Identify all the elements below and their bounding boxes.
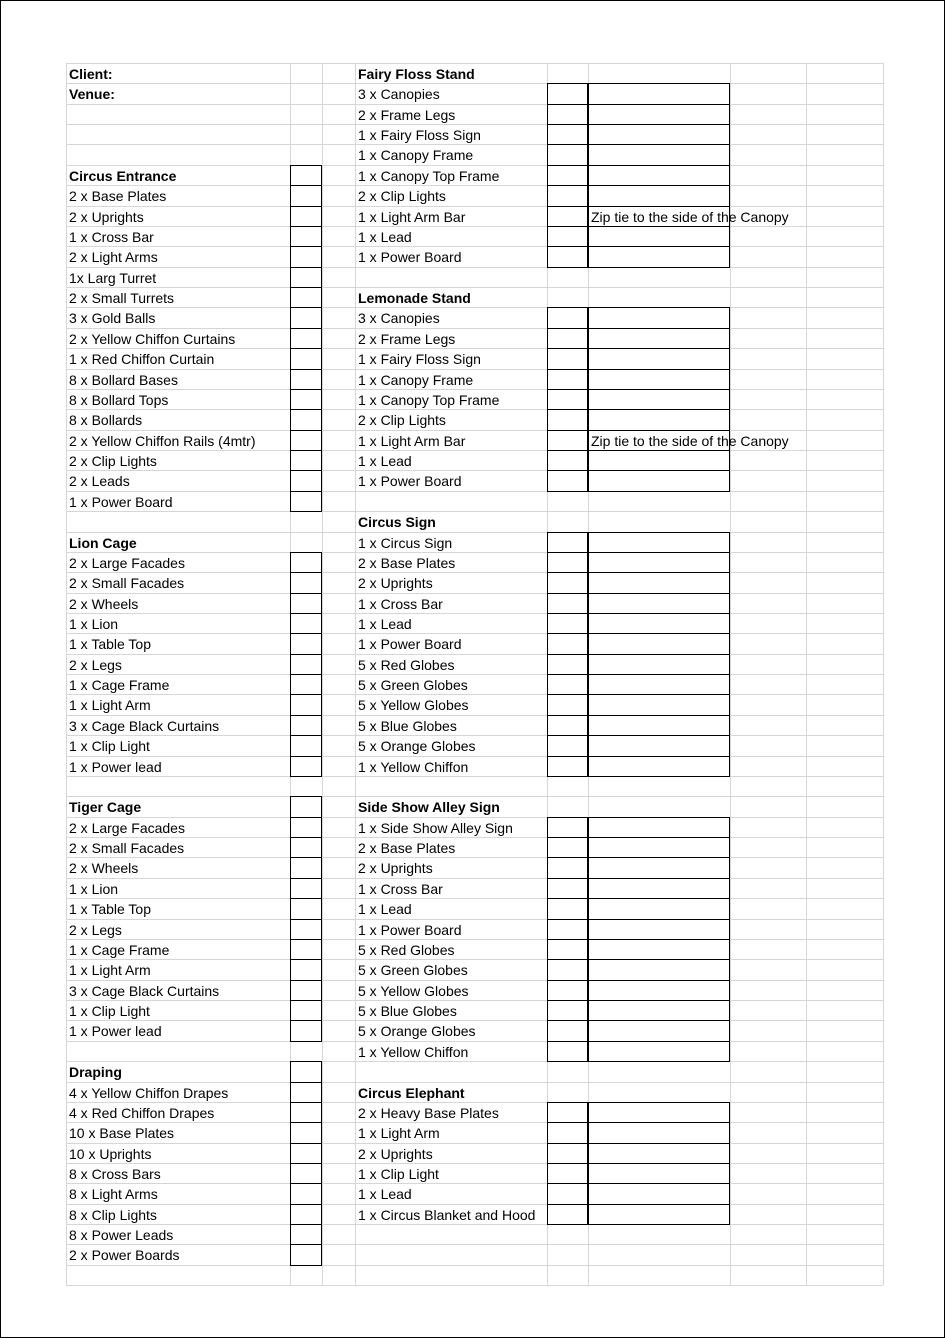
checkbox[interactable] — [547, 1183, 588, 1205]
notes-field[interactable] — [588, 919, 730, 940]
checkbox[interactable] — [547, 1020, 588, 1042]
checklist-item: 1 x Cage Frame — [69, 942, 170, 958]
checklist-item: 3 x Canopies — [358, 310, 440, 326]
checklist-item: 2 x Large Facades — [69, 820, 185, 836]
checkbox[interactable] — [547, 980, 588, 1001]
checklist-item: 1 x Red Chiffon Curtain — [69, 351, 215, 367]
checkbox[interactable] — [547, 144, 588, 166]
section-title: Circus Elephant — [358, 1085, 465, 1101]
notes-field[interactable] — [588, 144, 730, 166]
checkbox[interactable] — [290, 470, 322, 492]
checkbox[interactable] — [290, 1000, 322, 1021]
checkbox[interactable] — [290, 633, 322, 655]
checklist-item: 1 x Light Arm — [358, 1125, 440, 1141]
checklist-item: 4 x Red Chiffon Drapes — [69, 1105, 215, 1121]
checkbox[interactable] — [290, 369, 322, 390]
grid-line — [66, 756, 883, 757]
notes-field[interactable] — [588, 389, 730, 410]
checklist-item: 1 x Power Board — [358, 922, 462, 938]
checkbox[interactable] — [547, 409, 588, 431]
checkbox[interactable] — [547, 206, 588, 227]
grid-line — [66, 572, 883, 573]
checkbox[interactable] — [290, 1204, 322, 1225]
checkbox[interactable] — [547, 959, 588, 981]
venue-label: Venue: — [69, 86, 115, 102]
checkbox[interactable] — [547, 572, 588, 594]
checkbox[interactable] — [290, 328, 322, 349]
checklist-item: 2 x Heavy Base Plates — [358, 1105, 499, 1121]
checklist-item: 3 x Gold Balls — [69, 310, 156, 326]
grid-line — [66, 694, 883, 695]
checklist-item: 5 x Orange Globes — [358, 738, 476, 754]
notes-field[interactable] — [588, 307, 730, 329]
checklist-item: 1 x Cross Bar — [358, 596, 443, 612]
notes-field[interactable] — [588, 633, 730, 655]
notes-field[interactable] — [588, 1041, 730, 1062]
checkbox[interactable] — [290, 939, 322, 960]
checkbox[interactable] — [290, 817, 322, 838]
section-title: Tiger Cage — [69, 799, 142, 815]
checklist-item: 1x Larg Turret — [69, 270, 157, 286]
notes-field[interactable] — [588, 1020, 730, 1042]
checkbox[interactable] — [290, 1122, 322, 1144]
checkbox[interactable] — [290, 919, 322, 940]
section-title: Circus Entrance — [69, 168, 177, 184]
checklist-item: 5 x Green Globes — [358, 962, 468, 978]
checkbox[interactable] — [547, 1000, 588, 1021]
checklist-item: 1 x Canopy Frame — [358, 372, 474, 388]
checkbox[interactable] — [290, 348, 322, 370]
checkbox[interactable] — [290, 267, 322, 288]
checkbox[interactable] — [547, 1102, 588, 1123]
checkbox[interactable] — [547, 185, 588, 207]
checklist-item: 2 x Small Facades — [69, 840, 185, 856]
checkbox[interactable] — [290, 246, 322, 268]
section-title: Circus Sign — [358, 514, 436, 530]
checklist-item: 8 x Light Arms — [69, 1186, 158, 1202]
checklist-sheet — [66, 63, 883, 1285]
checklist-item: 2 x Small Turrets — [69, 290, 175, 306]
grid-line — [66, 613, 883, 614]
checkbox[interactable] — [547, 104, 588, 125]
notes-field[interactable] — [588, 1183, 730, 1205]
checklist-item: 2 x Clip Lights — [358, 412, 446, 428]
checkbox[interactable] — [290, 1082, 322, 1103]
checkbox[interactable] — [290, 1143, 322, 1164]
checklist-item: 1 x Lead — [358, 229, 412, 245]
grid-line — [66, 959, 883, 960]
checkbox[interactable] — [547, 654, 588, 675]
notes-field[interactable] — [588, 450, 730, 471]
notes-field[interactable] — [588, 185, 730, 207]
checkbox[interactable] — [290, 756, 322, 777]
checklist-item: 1 x Power Board — [358, 636, 462, 652]
checklist-item: 3 x Cage Black Curtains — [69, 983, 220, 999]
checklist-item: 2 x Base Plates — [358, 840, 456, 856]
checkbox[interactable] — [547, 674, 588, 695]
checklist-item: 2 x Uprights — [69, 209, 144, 225]
checkbox[interactable] — [290, 307, 322, 329]
notes-field[interactable] — [588, 613, 730, 634]
checkbox[interactable] — [290, 572, 322, 594]
checklist-item: 1 x Lead — [358, 453, 412, 469]
checkbox[interactable] — [290, 980, 322, 1001]
checklist-item: 10 x Uprights — [69, 1146, 152, 1162]
checklist-item: 1 x Yellow Chiffon — [358, 1044, 469, 1060]
checklist-item: 5 x Orange Globes — [358, 1023, 476, 1039]
checkbox[interactable] — [547, 348, 588, 370]
checkbox[interactable] — [547, 552, 588, 573]
checkbox[interactable] — [547, 83, 588, 105]
checkbox[interactable] — [290, 837, 322, 858]
notes-field[interactable] — [588, 369, 730, 390]
checkbox[interactable] — [547, 613, 588, 634]
checkbox[interactable] — [547, 857, 588, 879]
checkbox[interactable] — [290, 206, 322, 227]
checkbox[interactable] — [547, 1204, 588, 1225]
checkbox[interactable] — [290, 185, 322, 207]
grid-line — [66, 1265, 883, 1266]
checklist-item: 1 x Canopy Top Frame — [358, 392, 500, 408]
grid-line — [66, 939, 883, 940]
checkbox[interactable] — [290, 898, 322, 920]
checkbox[interactable] — [547, 1041, 588, 1062]
notes-field[interactable] — [588, 939, 730, 960]
checklist-item: 2 x Clip Lights — [358, 188, 446, 204]
checklist-item: 5 x Yellow Globes — [358, 697, 469, 713]
checklist-item: 2 x Uprights — [358, 1146, 433, 1162]
grid-line — [66, 104, 883, 105]
checklist-item: 2 x Base Plates — [69, 188, 167, 204]
notes-field[interactable] — [588, 735, 730, 757]
checklist-item: 1 x Cross Bar — [69, 229, 154, 245]
checklist-item: 2 x Yellow Chiffon Curtains — [69, 331, 236, 347]
checklist-item: 2 x Wheels — [69, 596, 139, 612]
checkbox[interactable] — [290, 1020, 322, 1042]
checklist-item: 8 x Clip Lights — [69, 1207, 157, 1223]
grid-line — [66, 776, 883, 777]
checkbox[interactable] — [290, 409, 322, 431]
checkbox[interactable] — [547, 328, 588, 349]
checklist-item: 4 x Yellow Chiffon Drapes — [69, 1085, 229, 1101]
checklist-item: 2 x Large Facades — [69, 555, 185, 571]
grid-line — [66, 1183, 883, 1184]
grid-line — [66, 1041, 883, 1042]
notes-field[interactable] — [588, 674, 730, 695]
checklist-item: 1 x Table Top — [69, 901, 151, 917]
client-label: Client: — [69, 66, 113, 82]
checkbox[interactable] — [547, 898, 588, 920]
grid-line — [66, 369, 883, 370]
section-title: Lemonade Stand — [358, 290, 471, 306]
grid-line — [66, 1143, 883, 1144]
notes-field[interactable] — [588, 857, 730, 879]
notes-field[interactable] — [588, 552, 730, 573]
checklist-item: 1 x Circus Sign — [358, 535, 453, 551]
grid-line — [66, 857, 883, 858]
notes-field[interactable] — [588, 104, 730, 125]
checklist-item: 3 x Cage Black Curtains — [69, 718, 220, 734]
grid-line — [66, 633, 883, 634]
item-note: Zip tie to the side of the Canopy — [591, 209, 789, 225]
checkbox[interactable] — [290, 654, 322, 675]
checklist-item: 1 x Lion — [69, 616, 119, 632]
item-note: Zip tie to the side of the Canopy — [591, 433, 789, 449]
notes-field[interactable] — [588, 980, 730, 1001]
notes-field[interactable] — [588, 328, 730, 349]
checkbox[interactable] — [290, 857, 322, 879]
section-title: Draping — [69, 1064, 122, 1080]
checkbox[interactable] — [547, 837, 588, 858]
notes-field[interactable] — [588, 1163, 730, 1184]
notes-field[interactable] — [588, 756, 730, 777]
checklist-item: 1 x Fairy Floss Sign — [358, 351, 481, 367]
checkbox[interactable] — [290, 1244, 322, 1266]
checklist-item: 8 x Bollards — [69, 412, 143, 428]
notes-field[interactable] — [588, 124, 730, 145]
checklist-item: 1 x Power Board — [358, 473, 462, 489]
checklist-item: 5 x Blue Globes — [358, 1003, 457, 1019]
checkbox[interactable] — [547, 593, 588, 614]
checklist-item: 1 x Cross Bar — [358, 881, 443, 897]
checklist-item: 5 x Red Globes — [358, 942, 455, 958]
checklist-item: 2 x Power Boards — [69, 1247, 180, 1263]
grid-line — [66, 1285, 883, 1286]
checkbox[interactable] — [290, 450, 322, 471]
checklist-item: 1 x Side Show Alley Sign — [358, 820, 513, 836]
notes-field[interactable] — [588, 226, 730, 247]
grid-line — [66, 919, 883, 920]
checkbox[interactable] — [290, 287, 322, 308]
checklist-item: 1 x Light Arm Bar — [358, 209, 466, 225]
checklist-item: 2 x Leads — [69, 473, 130, 489]
checkbox[interactable] — [547, 939, 588, 960]
checklist-item: 1 x Light Arm — [69, 697, 151, 713]
checklist-item: 1 x Canopy Frame — [358, 147, 474, 163]
checklist-item: 1 x Lion — [69, 881, 119, 897]
checkbox[interactable] — [290, 552, 322, 573]
grid-line — [66, 878, 883, 879]
grid-line — [66, 307, 883, 308]
checkbox[interactable] — [547, 246, 588, 268]
checklist-item: 2 x Small Facades — [69, 575, 185, 591]
checkbox[interactable] — [547, 715, 588, 736]
checklist-item: 1 x Clip Light — [69, 1003, 150, 1019]
checklist-item: 1 x Clip Light — [358, 1166, 439, 1182]
grid-line — [66, 532, 883, 533]
checkbox[interactable] — [290, 491, 322, 512]
checkbox[interactable] — [290, 593, 322, 614]
checklist-item: 2 x Light Arms — [69, 249, 158, 265]
checklist-item: 1 x Lead — [358, 616, 412, 632]
checkbox[interactable] — [547, 878, 588, 899]
checklist-item: 1 x Lead — [358, 1186, 412, 1202]
notes-field[interactable] — [588, 593, 730, 614]
notes-field[interactable] — [588, 165, 730, 186]
checklist-item: 10 x Base Plates — [69, 1125, 175, 1141]
grid-line — [66, 491, 883, 492]
checkbox[interactable] — [290, 959, 322, 981]
notes-field[interactable] — [588, 1143, 730, 1164]
checklist-item: 1 x Power lead — [69, 1023, 162, 1039]
checklist-item: 1 x Power Board — [358, 249, 462, 265]
notes-field[interactable] — [588, 898, 730, 920]
checklist-item: 1 x Clip Light — [69, 738, 150, 754]
section-title: Side Show Alley Sign — [358, 799, 500, 815]
checkbox[interactable] — [547, 430, 588, 451]
checkbox[interactable] — [290, 1102, 322, 1123]
checkbox[interactable] — [547, 1122, 588, 1144]
notes-field[interactable] — [588, 817, 730, 838]
checklist-item: 2 x Base Plates — [358, 555, 456, 571]
checkbox[interactable] — [290, 1183, 322, 1205]
checklist-item: 1 x Canopy Top Frame — [358, 168, 500, 184]
checkbox[interactable] — [547, 470, 588, 492]
checkbox[interactable] — [547, 735, 588, 757]
checkbox[interactable] — [290, 878, 322, 899]
checkbox[interactable] — [290, 1224, 322, 1245]
checkbox[interactable] — [547, 1143, 588, 1164]
checklist-item: 5 x Red Globes — [358, 657, 455, 673]
checklist-item: 2 x Frame Legs — [358, 331, 456, 347]
notes-field[interactable] — [588, 532, 730, 553]
checkbox[interactable] — [290, 1163, 322, 1184]
notes-field[interactable] — [588, 1204, 730, 1225]
notes-field[interactable] — [588, 470, 730, 492]
checklist-item: 8 x Bollard Bases — [69, 372, 178, 388]
checkbox[interactable] — [290, 674, 322, 695]
checklist-item: 1 x Table Top — [69, 636, 151, 652]
notes-field[interactable] — [588, 959, 730, 981]
notes-field[interactable] — [588, 409, 730, 431]
checkbox[interactable] — [547, 389, 588, 410]
checklist-item: 2 x Uprights — [358, 860, 433, 876]
checkbox[interactable] — [547, 817, 588, 838]
checkbox[interactable] — [547, 694, 588, 716]
grid-line — [66, 267, 883, 268]
notes-field[interactable] — [588, 654, 730, 675]
checkbox[interactable] — [547, 450, 588, 471]
checklist-item: 2 x Legs — [69, 922, 122, 938]
checklist-item: 5 x Yellow Globes — [358, 983, 469, 999]
checkbox[interactable] — [547, 165, 588, 186]
checkbox[interactable] — [290, 735, 322, 757]
grid-line — [66, 1244, 883, 1245]
section-title: Fairy Floss Stand — [358, 66, 475, 82]
checkbox[interactable] — [290, 165, 322, 186]
notes-field[interactable] — [588, 878, 730, 899]
notes-field[interactable] — [588, 694, 730, 716]
checklist-item: 2 x Wheels — [69, 860, 139, 876]
checklist-item: 5 x Blue Globes — [358, 718, 457, 734]
checklist-item: 1 x Power Board — [69, 494, 173, 510]
grid-line — [66, 1163, 883, 1164]
notes-field[interactable] — [588, 1102, 730, 1123]
grid-line — [66, 287, 883, 288]
checkbox[interactable] — [290, 226, 322, 247]
grid-line — [66, 674, 883, 675]
checkbox[interactable] — [290, 694, 322, 716]
checklist-item: 1 x Light Arm — [69, 962, 151, 978]
grid-line — [66, 654, 883, 655]
checklist-item: 1 x Circus Blanket and Hood — [358, 1207, 536, 1223]
checklist-item: 1 x Fairy Floss Sign — [358, 127, 481, 143]
notes-field[interactable] — [588, 1122, 730, 1144]
notes-field[interactable] — [588, 715, 730, 736]
checklist-item: 2 x Legs — [69, 657, 122, 673]
checkbox[interactable] — [547, 532, 588, 553]
checklist-item: 8 x Cross Bars — [69, 1166, 161, 1182]
checkbox[interactable] — [290, 613, 322, 634]
notes-field[interactable] — [588, 1000, 730, 1021]
checklist-item: 1 x Lead — [358, 901, 412, 917]
checkbox[interactable] — [547, 1163, 588, 1184]
checklist-item: 1 x Power lead — [69, 759, 162, 775]
grid-line — [66, 1061, 883, 1062]
section-title: Lion Cage — [69, 535, 137, 551]
checklist-item: 8 x Bollard Tops — [69, 392, 169, 408]
checkbox[interactable] — [547, 307, 588, 329]
checkbox[interactable] — [547, 226, 588, 247]
checklist-item: 2 x Clip Lights — [69, 453, 157, 469]
checklist-item: 2 x Uprights — [358, 575, 433, 591]
grid-line — [66, 246, 883, 247]
checkbox[interactable] — [290, 715, 322, 736]
checkbox[interactable] — [547, 124, 588, 145]
notes-field[interactable] — [588, 837, 730, 858]
checkbox[interactable] — [547, 919, 588, 940]
notes-field[interactable] — [588, 246, 730, 268]
checklist-item: 5 x Green Globes — [358, 677, 468, 693]
notes-field[interactable] — [588, 572, 730, 594]
checkbox[interactable] — [547, 756, 588, 777]
notes-field[interactable] — [588, 83, 730, 105]
checkbox[interactable] — [547, 633, 588, 655]
grid-line — [66, 470, 883, 471]
checkbox[interactable] — [547, 369, 588, 390]
checklist-item: 1 x Light Arm Bar — [358, 433, 466, 449]
checklist-item: 3 x Canopies — [358, 86, 440, 102]
checklist-item: 8 x Power Leads — [69, 1227, 174, 1243]
checklist-item: 2 x Yellow Chiffon Rails (4mtr) — [69, 433, 256, 449]
grid-line — [66, 552, 883, 553]
checklist-item: 2 x Frame Legs — [358, 107, 456, 123]
grid-line — [883, 63, 884, 1285]
checkbox[interactable] — [290, 796, 322, 818]
checklist-item: 1 x Cage Frame — [69, 677, 170, 693]
checkbox[interactable] — [290, 389, 322, 410]
notes-field[interactable] — [588, 348, 730, 370]
checkbox[interactable] — [290, 1061, 322, 1083]
grid-line — [66, 898, 883, 899]
grid-line — [66, 593, 883, 594]
checkbox[interactable] — [290, 430, 322, 451]
checklist-item: 1 x Yellow Chiffon — [358, 759, 469, 775]
grid-line — [66, 511, 883, 512]
